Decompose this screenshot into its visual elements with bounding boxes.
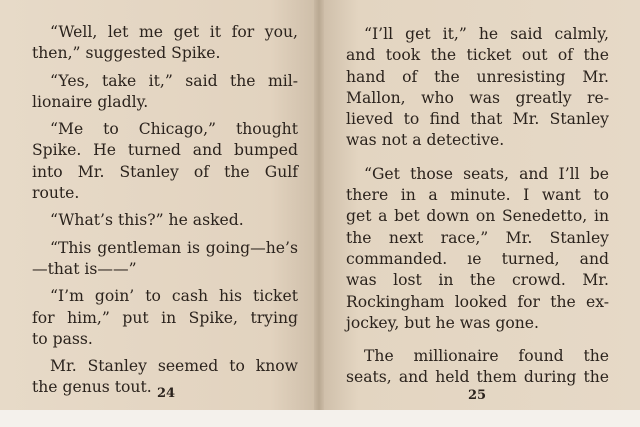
page-number: 25 [468,388,487,403]
left-page-text [32,22,298,399]
text-line: commanded. ıe turned, and [346,249,609,268]
text-line: then,” suggested Spike. [32,44,221,63]
text-line: lionaire gladly. [32,92,149,111]
text-line: into Mr. Stanley of the Gulf [32,162,298,181]
text-line: “I’ll get it,” he said calmly, [364,25,609,43]
text-line: there in a minute. I want to [346,186,609,205]
text-line: was not a detective. [346,131,505,150]
text-line: get a bet down on Senedetto, in [346,207,609,226]
text-line: jockey, but he was gone. [346,313,539,332]
text-line: “Get those seats, and I’ll be [364,164,609,183]
bottom-strip [0,410,640,427]
text-line: “Well, let me get it for you, [50,23,298,41]
text-line: Mr. Stanley seemed to know [50,357,298,376]
book-gutter [314,0,324,410]
text-line: “I’m goin’ to cash his ticket [50,287,298,306]
text-line: seats, and held them during the [346,368,609,387]
left-page [0,0,318,410]
text-line: hand of the unresisting Mr. [346,67,609,86]
right-page-text [346,24,609,389]
text-line: and took the ticket out of the [346,46,609,65]
text-line: —that is——” [32,259,137,278]
text-line: lieved to find that Mr. Stanley [346,110,609,129]
text-line: Spike. He turned and bumped [32,141,298,160]
text-line: Mallon, who was greatly re- [346,88,609,107]
text-line: was lost in the crowd. Mr. [346,271,609,290]
text-line: the genus tout. [32,378,152,397]
text-line: “This gentleman is going—he’s [50,238,298,257]
text-line: “Me to Chicago,” thought [50,120,298,139]
text-line: The millionaire found the [364,347,609,366]
text-line: to pass. [32,329,93,348]
text-line: “What’s this?” he asked. [50,211,244,230]
page-number: 24 [157,386,176,401]
text-line: the next race,” Mr. Stanley [346,228,609,247]
text-line: route. [32,184,80,203]
text-line: Rockingham looked for the ex- [346,292,609,311]
text-line: for him,” put in Spike, trying [32,308,298,327]
text-line: “Yes, take it,” said the mil- [50,71,298,90]
right-page [320,0,640,410]
